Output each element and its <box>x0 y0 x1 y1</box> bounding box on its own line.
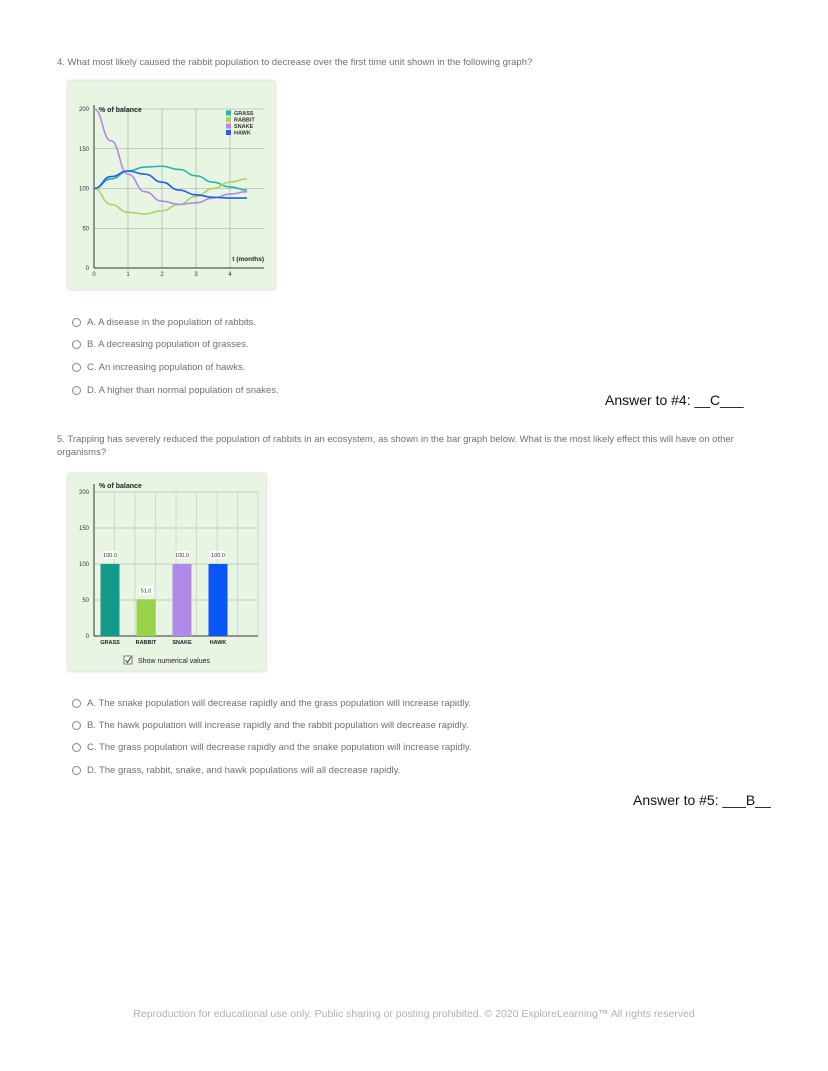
y-axis-label: % of balance <box>99 483 142 490</box>
bar-chart <box>68 474 266 671</box>
q4-option-b[interactable] <box>72 339 249 350</box>
series-line-snake <box>94 109 247 204</box>
bar-snake <box>173 564 192 636</box>
question-5-text-line2: organisms? <box>57 447 107 458</box>
bar-value-label: 100.0 <box>103 553 117 559</box>
bar-rabbit <box>137 599 156 636</box>
legend-swatch <box>226 117 231 122</box>
bar-value-label: 51.0 <box>140 588 152 595</box>
radio-icon[interactable] <box>72 721 81 730</box>
line-chart <box>68 81 275 289</box>
radio-icon[interactable] <box>72 340 81 349</box>
bar-hawk <box>209 564 228 636</box>
x-tick-label: 4 <box>228 272 232 278</box>
q5-option-c[interactable] <box>72 742 472 753</box>
x-category-label: HAWK <box>209 640 227 646</box>
bar-grass <box>101 564 120 636</box>
q4-option-b-label: B. A decreasing population of grasses. <box>87 339 249 350</box>
q4-option-c[interactable] <box>72 362 245 373</box>
line-chart-svg <box>68 81 275 289</box>
bar-chart-svg <box>68 474 266 671</box>
q5-option-b[interactable] <box>72 720 468 731</box>
q5-option-a[interactable] <box>72 698 471 709</box>
legend-label: RABBIT <box>234 117 255 124</box>
y-tick-label: 200 <box>78 107 89 113</box>
y-tick-label: 0 <box>85 634 89 640</box>
x-axis-label: t (months) <box>232 256 264 263</box>
y-tick-label: 100 <box>78 562 89 568</box>
q4-option-a[interactable] <box>72 317 256 328</box>
y-tick-label: 100 <box>78 186 89 193</box>
q5-option-c-label: C. The grass population will decrease rapidly and the snake population will increase rapidly. <box>87 742 472 753</box>
x-category-label: SNAKE <box>172 640 192 646</box>
x-category-label: RABBIT <box>135 640 157 646</box>
x-tick-label: 1 <box>126 272 130 278</box>
y-tick-label: 0 <box>85 266 89 272</box>
x-tick-label: 3 <box>194 272 198 278</box>
y-tick-label: 50 <box>82 598 89 604</box>
legend-swatch <box>226 130 231 135</box>
q5-option-d[interactable] <box>72 765 400 776</box>
q5-option-b-label: B. The hawk population will increase rapidly and the rabbit population will decrease rapidly. <box>87 720 469 731</box>
radio-icon[interactable] <box>72 386 81 395</box>
answer-5: Answer to #5: ___B__ <box>633 792 771 808</box>
q4-option-a-label: A. A disease in the population of rabbits. <box>87 317 257 328</box>
legend-label: GRASS <box>234 111 254 117</box>
footer-text: Reproduction for educational use only. Public sharing or posting prohibited. © 2020 ExploreLearning™ All rights reserved <box>133 1008 695 1020</box>
answer-4: Answer to #4: __C___ <box>605 392 744 408</box>
question-4-text: 4. What most likely caused the rabbit population to decrease over the first time unit shown in the following graph? <box>57 57 533 68</box>
radio-icon[interactable] <box>72 699 81 708</box>
legend-label: SNAKE <box>234 124 254 130</box>
y-tick-label: 50 <box>82 226 89 233</box>
bar-value-label: 100.0 <box>175 553 189 559</box>
radio-icon[interactable] <box>72 363 81 372</box>
question-5-text-line1: 5. Trapping has severely reduced the population of rabbits in an ecosystem, as shown in the bar graph below. What is the most likely effect this will have on other <box>57 434 734 445</box>
series-line-rabbit <box>94 179 247 214</box>
radio-icon[interactable] <box>72 743 81 752</box>
q4-option-d[interactable] <box>72 385 279 396</box>
q5-option-a-label: A. The snake population will decrease rapidly and the grass population will increase rapidly. <box>87 698 472 709</box>
radio-icon[interactable] <box>72 766 81 775</box>
y-axis-label: % of balance <box>99 107 142 114</box>
x-tick-label: 2 <box>160 272 164 278</box>
y-tick-label: 150 <box>78 146 89 153</box>
radio-icon[interactable] <box>72 318 81 327</box>
checkbox-label: Show numerical values <box>138 658 210 665</box>
y-tick-label: 150 <box>78 526 89 532</box>
y-tick-label: 200 <box>78 490 89 496</box>
x-category-label: GRASS <box>100 640 120 646</box>
q5-option-d-label: D. The grass, rabbit, snake, and hawk populations will all decrease rapidly. <box>87 765 401 776</box>
x-tick-label: 0 <box>92 272 96 278</box>
legend-swatch <box>226 111 231 116</box>
bar-value-label: 100.0 <box>211 553 225 559</box>
legend-swatch <box>226 124 231 129</box>
legend-label: HAWK <box>234 130 251 137</box>
q4-option-d-label: D. A higher than normal population of snakes. <box>87 385 279 396</box>
q4-option-c-label: C. An increasing population of hawks. <box>87 362 246 373</box>
